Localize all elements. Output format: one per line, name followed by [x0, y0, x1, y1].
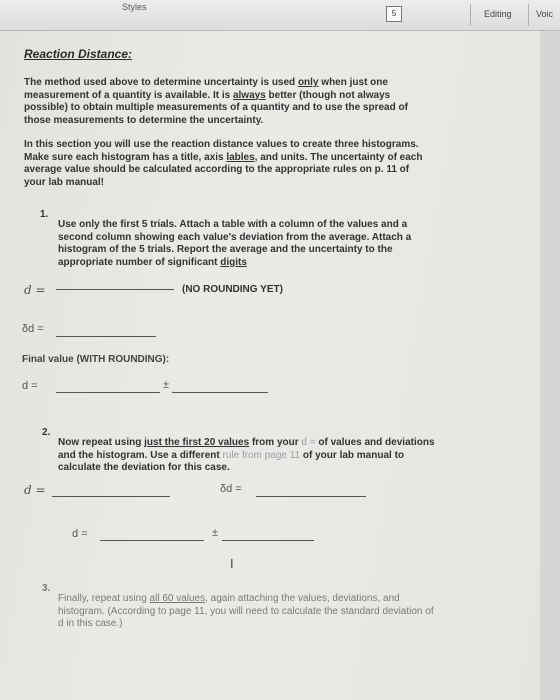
- q2-average-d-label: d =: [24, 483, 46, 497]
- text: Use only the first 5 trials.: [58, 219, 180, 230]
- text: In this section you will use the reaction distance values to create three histograms. Make sure each histogram has a title, axis: [24, 139, 419, 163]
- text: The method used above to determine uncertainty is used: [24, 77, 298, 88]
- emphasis-only: only: [297, 77, 319, 88]
- text: just the first 20 values: [144, 437, 250, 448]
- text: digits: [220, 256, 247, 268]
- q2-d-blank[interactable]: [100, 540, 204, 541]
- toolbar-divider: [470, 4, 471, 26]
- styles-pane-icon[interactable]: 5: [386, 6, 402, 22]
- final-value-label: Final value (WITH ROUNDING):: [22, 354, 170, 365]
- text: , and units. The uncertainty of each average value should be calculated according to the appropriate rules on p. 11 of your lab manual!: [24, 151, 423, 188]
- misspelled-word: lables: [226, 151, 255, 163]
- text: rule from page 11: [222, 449, 301, 461]
- emphasis-always: always: [232, 89, 266, 101]
- no-rounding-note: (NO ROUNDING YET): [182, 284, 283, 295]
- delta-d-blank[interactable]: [56, 336, 156, 337]
- q2-average-d-blank[interactable]: [52, 496, 170, 497]
- page-margin-area: [540, 31, 560, 700]
- toolbar-divider: [528, 4, 529, 26]
- question-3-number: 3.: [42, 583, 51, 594]
- question-2-number: 2.: [42, 427, 51, 438]
- q2-delta-d-blank[interactable]: [256, 496, 366, 497]
- final-uncertainty-blank[interactable]: [172, 392, 268, 393]
- text: Attach a table with a column of the values and a second column showing each value's deviation from the average.: [58, 219, 408, 243]
- average-d-blank[interactable]: [56, 289, 174, 290]
- text: Attach a histogram: [58, 231, 412, 255]
- question-2-text: [58, 437, 438, 475]
- instructions-paragraph: [24, 139, 424, 189]
- average-d-label: d =: [24, 283, 46, 297]
- intro-paragraph: [24, 77, 424, 127]
- text: Now repeat using: [58, 437, 145, 448]
- q2-d-label: d =: [72, 528, 88, 540]
- delta-d-label: δd =: [22, 323, 44, 335]
- text: of values and deviations and the histogram. Use a different: [58, 437, 435, 461]
- text: of the 5 trials. Report the average and the uncertainty to the appropriate number of significant: [58, 244, 393, 268]
- text: , again attaching the values, deviations, and histogram. (According to page 11, you will need to calculate the standard deviation of d in this case.): [58, 593, 434, 629]
- question-1-text: [58, 219, 428, 269]
- voice-button[interactable]: Voic: [536, 9, 554, 19]
- text: better (though not always possible) to obtain multiple measurements of a quantity and to use the spread of those measurements to determine the uncertainty.: [24, 89, 408, 126]
- text: from your: [249, 437, 302, 448]
- text: of your lab manual to calculate the deviation for this case.: [58, 449, 405, 473]
- text: d =: [301, 437, 316, 448]
- text-cursor-icon: I: [230, 556, 234, 571]
- question-3-text: [58, 593, 438, 631]
- text: Finally, repeat using: [58, 593, 150, 604]
- text: when just one measurement of a quantity is available. It is: [24, 77, 388, 101]
- final-d-blank[interactable]: [56, 392, 160, 393]
- question-1-number: 1.: [40, 209, 49, 220]
- section-heading: Reaction Distance:: [24, 47, 133, 61]
- plus-minus: ±: [163, 379, 170, 391]
- q2-plus-minus: ±: [212, 527, 219, 539]
- q2-uncertainty-blank[interactable]: [222, 540, 314, 541]
- styles-button[interactable]: Styles: [122, 2, 147, 12]
- q2-delta-d-label: δd =: [220, 483, 242, 495]
- final-d-label: d =: [22, 380, 38, 392]
- text: all 60 values: [149, 593, 206, 604]
- document-page[interactable]: [0, 31, 540, 700]
- ribbon-toolbar: [0, 0, 560, 31]
- editing-button[interactable]: Editing: [484, 9, 512, 19]
